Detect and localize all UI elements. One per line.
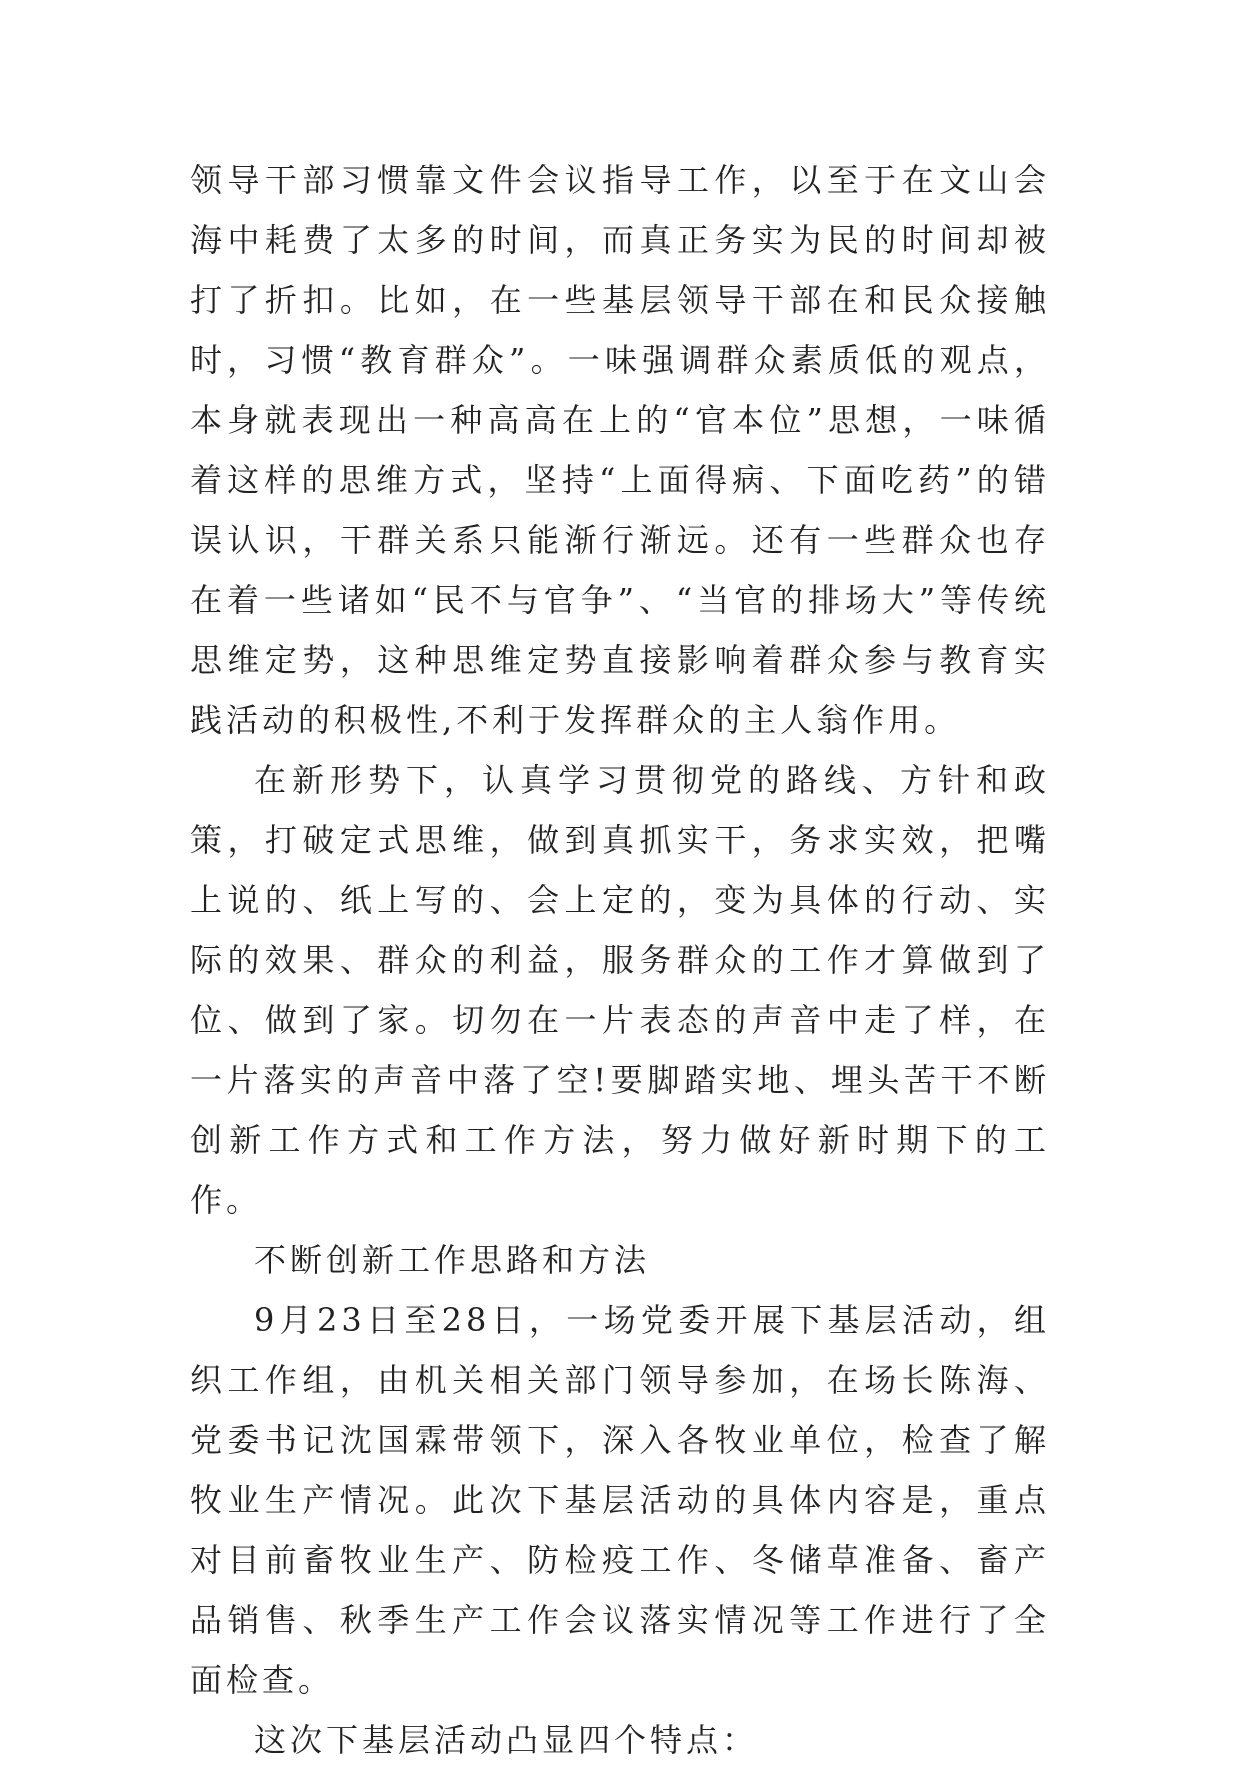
paragraph: 这次下基层活动凸显四个特点： [254,1721,759,1759]
paragraph: 9月23日至28日，一场党委开展下基层活动，组织工作组，由机关相关部门领导参加，在场长陈海、党委书记沈国霖带领下，深入各牧业单位，检查了解牧业生产情况。此次下基层活动的具体内容是，重点对目前畜牧业生产、防检疫工作、冬储草准备、畜产品销售、秋季生产工作会议落实情况等工作进行了全面检查。 [190,1301,1050,1699]
section-heading: 不断创新工作思路和方法 [254,1241,651,1279]
paragraph: 在新形势下，认真学习贯彻党的路线、方针和政策，打破定式思维，做到真抓实干，务求实效，把嘴上说的、纸上写的、会上定的，变为具体的行动、实际的效果、群众的利益，服务群众的工作才算做到了位、做到了家。切勿在一片表态的声音中走了样，在一片落实的声音中落了空!要脚踏实地、埋头苦干不断创新工作方式和工作方法，努力做好新时期下的工作。 [190,761,1050,1219]
document-body [190,150,1050,1770]
paragraph-continued: 领导干部习惯靠文件会议指导工作，以至于在文山会海中耗费了太多的时间，而真正务实为民的时间却被打了折扣。比如，在一些基层领导干部在和民众接触时，习惯“教育群众”。一味强调群众素质低的观点，本身就表现出一种高高在上的“官本位”思想，一味循着这样的思维方式，坚持“上面得病、下面吃药”的错误认识，干群关系只能渐行渐远。还有一些群众也存在着一些诸如“民不与官争”、“当官的排场大”等传统思维定势，这种思维定势直接影响着群众参与教育实践活动的积极性,不利于发挥群众的主人翁作用。 [190,161,1050,739]
